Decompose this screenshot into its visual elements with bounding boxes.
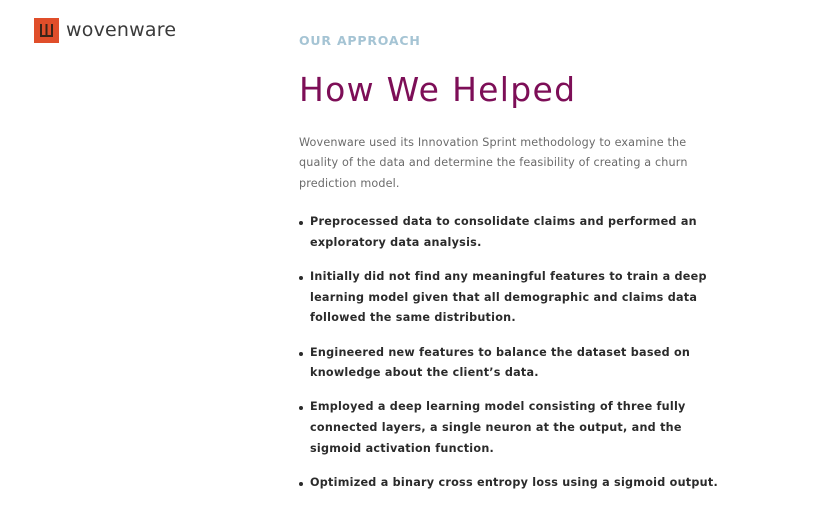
list-item xyxy=(299,343,729,384)
section-intro: Wovenware used its Innovation Sprint methodology to examine the quality of the data and determine the feasibility of creating a churn prediction model. xyxy=(299,136,688,190)
brand-logo[interactable] xyxy=(34,18,176,43)
bullet-icon xyxy=(299,482,303,486)
list-item-text: Initially did not find any meaningful features to train a deep learning model given that all demographic and claims data followed the same distribution. xyxy=(310,269,707,325)
wovenware-logo-icon xyxy=(34,18,59,43)
section-title: How We Helped xyxy=(299,70,577,109)
brand-name: wovenware xyxy=(66,19,177,41)
list-item xyxy=(299,267,729,329)
list-item-text: Optimized a binary cross entropy loss using a sigmoid output. xyxy=(310,476,718,490)
bullet-icon xyxy=(299,276,303,280)
list-item-text: Employed a deep learning model consisting of three fully connected layers, a single neuron at the output, and the sigmoid activation function. xyxy=(310,400,686,455)
list-item-text: Preprocessed data to consolidate claims and performed an exploratory data analysis. xyxy=(310,215,697,249)
list-item-text: Engineered new features to balance the dataset based on knowledge about the client’s data. xyxy=(310,345,691,380)
section-eyebrow: OUR APPROACH xyxy=(299,33,421,48)
list-item xyxy=(299,473,729,494)
list-item xyxy=(299,212,729,253)
bullet-icon xyxy=(299,352,303,356)
list-item xyxy=(299,397,729,459)
bullet-icon xyxy=(299,221,303,225)
bullet-icon xyxy=(299,406,303,410)
approach-list xyxy=(299,212,729,507)
